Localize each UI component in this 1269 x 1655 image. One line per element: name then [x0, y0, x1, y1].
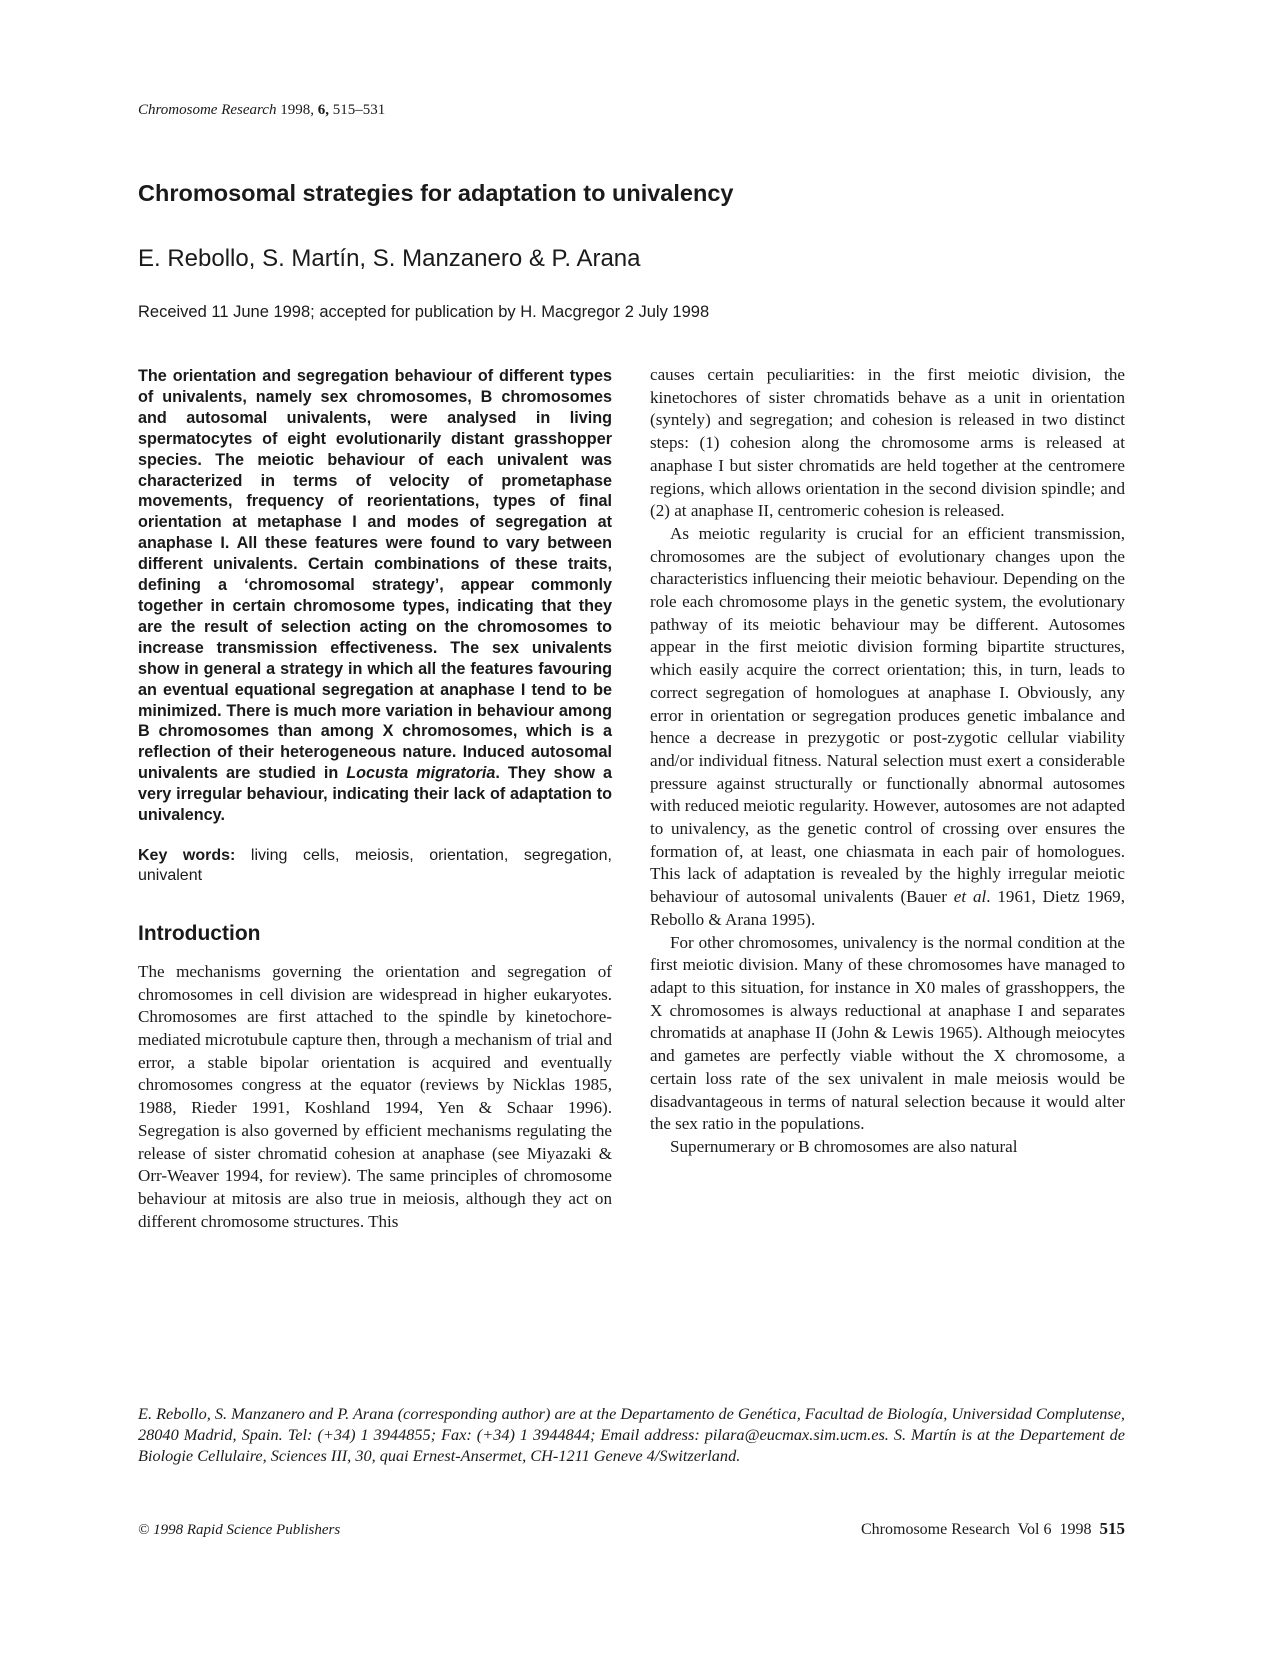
journal-volume: 6, — [317, 102, 329, 118]
right-column — [650, 364, 1125, 1159]
received-date: Received 11 June 1998; accepted for publication by H. Macgregor 2 July 1998 — [138, 303, 710, 321]
journal-year: 1998, — [280, 102, 314, 118]
author-list: E. Rebollo, S. Martín, S. Manzanero & P. Arana — [138, 245, 641, 272]
copyright-notice: © 1998 Rapid Science Publishers — [138, 1522, 341, 1538]
abstract-species: Locusta migratoria — [346, 764, 496, 783]
abstract — [138, 366, 612, 826]
body-text-segment: As meiotic regularity is crucial for an efficient transmission, chromosomes are the subject of evolutionary changes upon the characteristics influencing their meiotic behaviour. Depending on the role each chromosome plays in the genetic system, the evolutionary pathway of its meiotic behaviour may be different. Autosomes appear in the first meiotic division forming bipartite structures, which easily acquire the correct orientation; this, in turn, leads to correct segregation of homologues at anaphase I. Obviously, any error in orientation or segregation produces genetic imbalance and hence a decrease in prezygotic or post-zygotic cellular viability and/or individual fitness. Natural selection must exert a considerable pressure against structurally or functionally abnormal autosomes with reduced meiotic regularity. However, autosomes are not adapted to univalency, as the genetic control of crossing over ensures the formation of, at least, one chiasmata in each pair of homologues. This lack of adaptation is revealed by the highly irregular meiotic behaviour of autosomal univalents (Bauer — [650, 523, 1125, 907]
section-heading-introduction: Introduction — [138, 921, 261, 945]
abstract-text-part2: . They show a very irregular behaviour, indicating their lack of adaptation to univalency. — [138, 764, 612, 825]
journal-pages: 515–531 — [332, 102, 386, 118]
body-paragraph: For other chromosomes, univalency is the normal condition at the first meiotic division. Many of these chromosomes have managed to adapt to this situation, for instance in X0 males of grasshoppers, the X chromosomes is always reductional at anaphase I and separates chromatids at anaphase II (John & Lewis 1965). Although meiocytes and gametes are perfectly viable without the X chromosome, a certain loss rate of the sex univalent in male meiosis would be disadvantageous in terms of natural selection because it would alter the sex ratio in the populations. — [650, 932, 1125, 1134]
body-paragraph: causes certain peculiarities: in the first meiotic division, the kinetochores of sister chromatids behave as a unit in orientation (syntely) and segregation; and cohesion is released in two distinct steps: (1) cohesion along the chromosome arms is released at anaphase I but sister chromatids are held together at the centromere regions, which allows orientation in the second division spindle; and (2) at anaphase II, centromeric cohesion is released. — [650, 365, 1125, 521]
left-column — [138, 366, 612, 1233]
author-affiliation: E. Rebollo, S. Manzanero and P. Arana (corresponding author) are at the Departamento de Genética, Facultad de Biología, Universidad Complutense, 28040 Madrid, Spain. Tel: (+34) 1 3944855; Fax: (+34) 1 3944844; Email address: pilara@eucmax.sim.ucm.es. S. Martín is at the Departement de Biologie Cellulaire, Sciences III, 30, quai Ernest-Ansermet, CH-1211 Geneve 4/Switzerland. — [138, 1404, 1125, 1465]
keywords — [138, 846, 612, 887]
keywords-text: living cells, meiosis, orientation, segregation, univalent — [138, 846, 612, 885]
page-footer — [861, 1519, 1125, 1539]
abstract-text-part1: The orientation and segregation behaviour of different types of univalents, namely sex chromosomes, B chromosomes and autosomal univalents, were analysed in living spermatocytes of eight evolutionarily distant grasshopper species. The meiotic behaviour of each univalent was characterized in terms of velocity of prometaphase movements, frequency of reorientations, types of final orientation at metaphase I and modes of segregation at anaphase I. All these features were found to vary between different univalents. Certain combinations of these traits, defining a ‘chromosomal strategy’, appear commonly together in certain chromosome types, indicating that they are the result of selection acting on the chromosomes to increase transmission effectiveness. The sex univalents show in general a strategy in which all the features favouring an eventual equational segregation at anaphase I tend to be minimized. There is much more variation in behaviour among B chromosomes than among X chromosomes, which is a reflection of their heterogeneous nature. Induced autosomal univalents are studied in — [138, 367, 612, 783]
journal-name: Chromosome Research — [138, 102, 277, 118]
footer-journal-info: Chromosome Research Vol 6 1998 — [861, 1521, 1092, 1538]
keywords-label: Key words: — [138, 846, 236, 864]
page-number: 515 — [1099, 1519, 1125, 1538]
paper-title: Chromosomal strategies for adaptation to univalency — [138, 180, 734, 206]
running-head — [138, 102, 385, 119]
body-paragraph: Supernumerary or B chromosomes are also natural — [670, 1136, 1018, 1156]
intro-paragraph: The mechanisms governing the orientation and segregation of chromosomes in cell division are widespread in higher eukaryotes. Chromosomes are first attached to the spindle by kinetochore-mediated microtubule capture then, through a mechanism of trial and error, a stable bipolar orientation is acquired and eventually chromosomes congress at the equator (reviews by Nicklas 1985, 1988, Rieder 1991, Koshland 1994, Yen & Schaar 1996). Segregation is also governed by efficient mechanisms regulating the release of sister chromatid cohesion at anaphase (see Miyazaki & Orr-Weaver 1994, for review). The same principles of chromosome behaviour at mitosis are also true in meiosis, although they act on different chromosome structures. This — [138, 961, 612, 1231]
body-text-segment: . 1961, Dietz 1969, Rebollo & Arana 1995). — [650, 887, 1125, 929]
body-paragraph — [650, 523, 1125, 932]
citation-etal: et al — [953, 887, 987, 907]
